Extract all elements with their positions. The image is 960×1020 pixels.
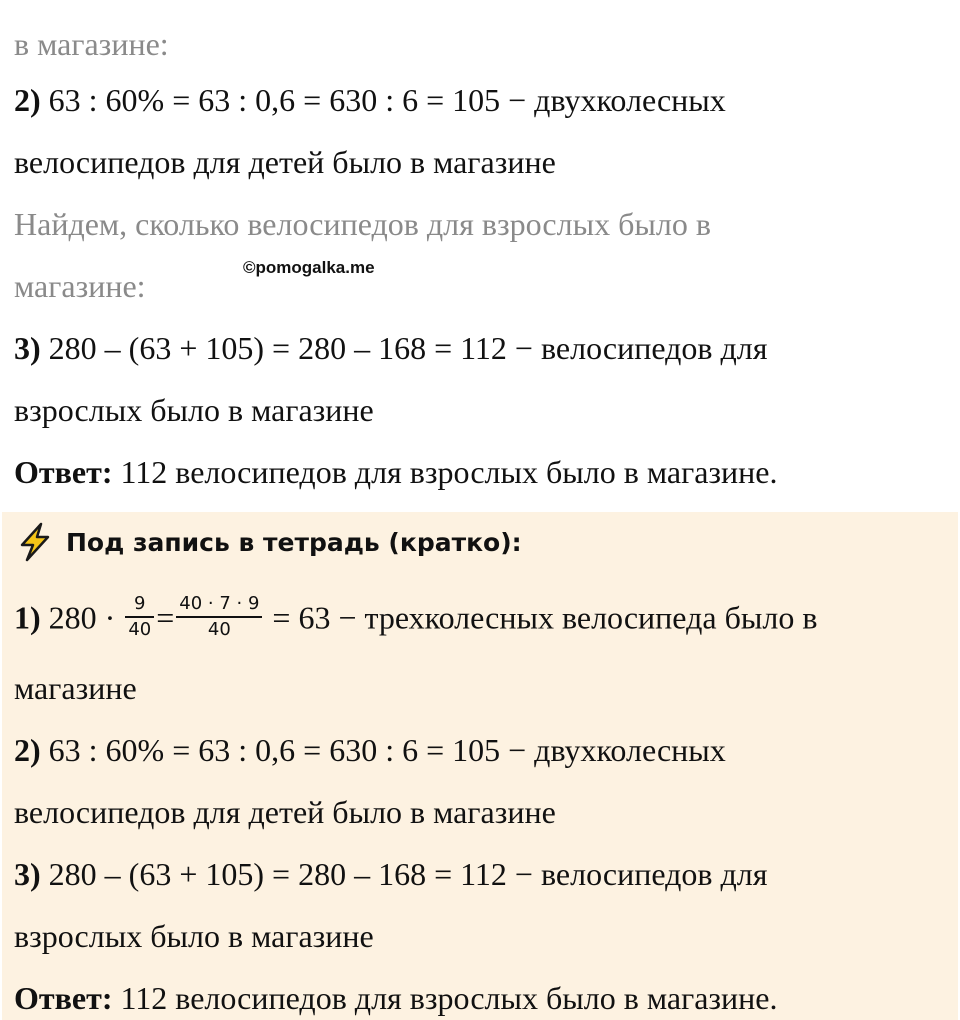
fraction-9-40 [125,592,154,642]
step-number: 2) [14,732,41,768]
step-3-line [14,328,767,368]
summary-step-2-continuation: велосипедов для детей было в магазине [14,794,556,830]
summary-answer-line [14,978,778,1018]
step-text: 280 – (63 + 105) = 280 – 168 = 112 − велосипедов для [40,856,768,892]
step-text: 280 – (63 + 105) = 280 – 168 = 112 − велосипедов для [40,330,768,366]
summary-step-3-line [14,854,767,894]
equals-sign: = [156,599,175,636]
find-sentence-line-2: магазине: [14,268,146,304]
step-number: 1) [14,599,41,636]
step-text: 63 : 60% = 63 : 0,6 = 630 : 6 = 105 − двухколесных [40,82,726,118]
answer-label: Ответ: [14,980,113,1016]
step-2-line [14,80,726,120]
answer-label: Ответ: [14,454,113,490]
lightning-icon [16,522,54,562]
step-number: 3) [14,330,41,366]
step-text: 280 · [40,599,116,636]
step-text: 63 : 60% = 63 : 0,6 = 630 : 6 = 105 − двухколесных [40,732,726,768]
step-number: 3) [14,856,41,892]
context-line: в магазине: [14,26,169,62]
summary-title: Под запись в тетрадь (кратко): [66,527,522,557]
find-sentence-line-1: Найдем, сколько велосипедов для взрослых было в [14,206,711,242]
answer-text: 112 велосипедов для взрослых было в магазине. [112,980,778,1016]
step-3-continuation: взрослых было в магазине [14,392,374,428]
summary-header [16,520,522,564]
step-number: 2) [14,82,41,118]
fraction-product [176,592,262,642]
answer-text: 112 велосипедов для взрослых было в магазине. [112,454,778,490]
summary-step-2-line [14,730,726,770]
summary-step-1-line [14,593,818,646]
summary-step-1-continuation: магазине [14,670,137,706]
fraction-denominator: 40 [128,619,152,640]
fraction-denominator: 40 [207,619,231,640]
watermark: ©pomogalka.me [243,258,375,277]
step-text: = 63 − трехколесных велосипеда было в [272,599,818,636]
summary-step-3-continuation: взрослых было в магазине [14,918,374,954]
step-2-continuation: велосипедов для детей было в магазине [14,144,556,180]
fraction-numerator: 9 [125,592,154,618]
answer-line [14,452,778,492]
fraction-numerator: 40 · 7 · 9 [176,592,262,618]
